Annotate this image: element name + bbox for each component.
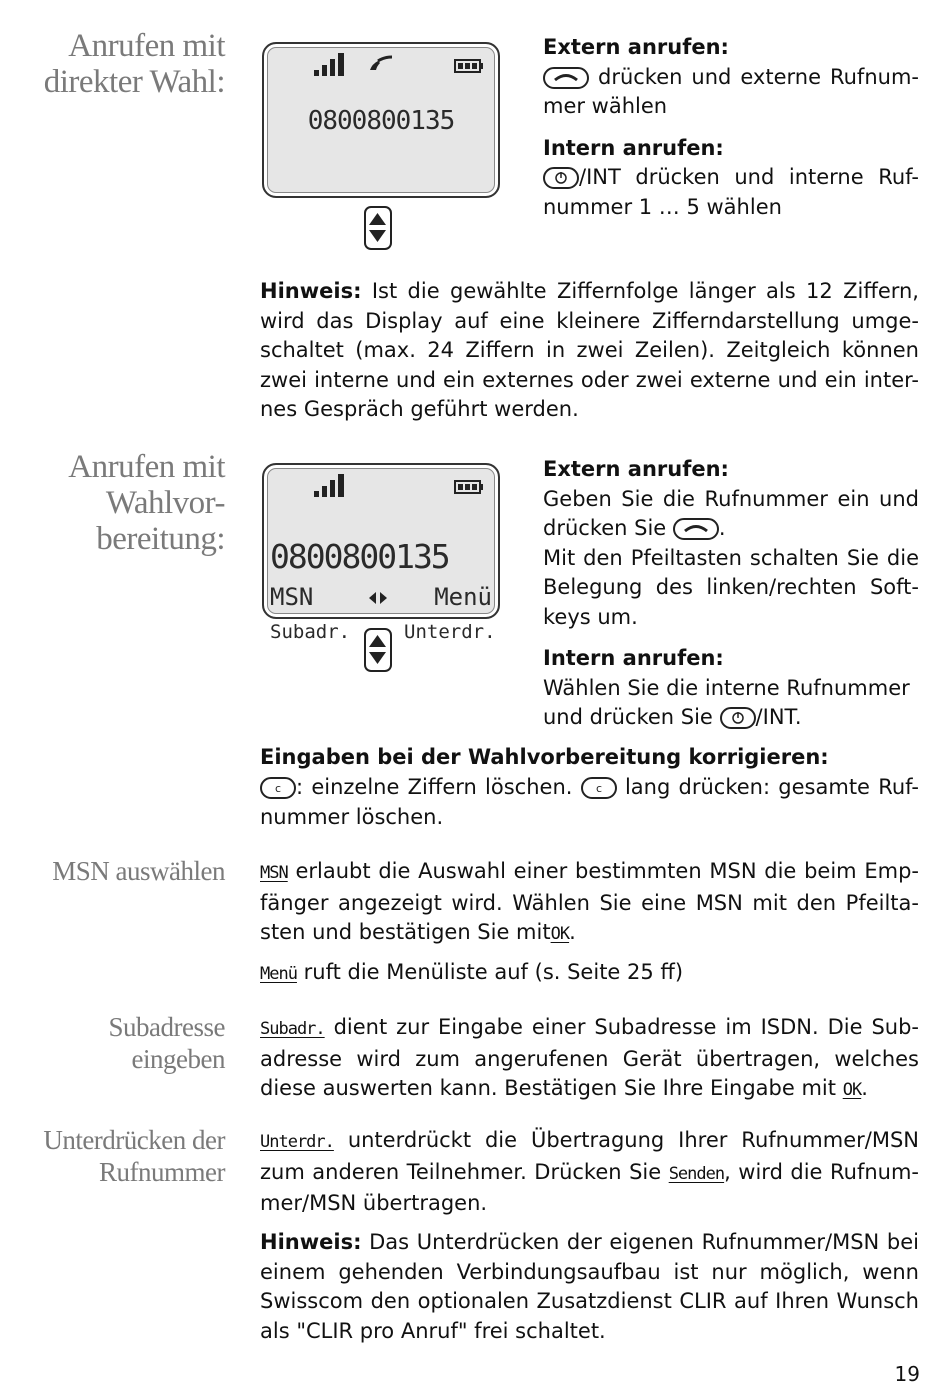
arrow-keys-icon-prep (364, 628, 392, 672)
suppress-text: Unterdr. unterdrückt die Übertragung Ihrer Rufnummer/MSN zum anderen Teilnehmer. Drücken Sie Senden, wird die Rufnum-mer/MSN übertragen. (260, 1128, 919, 1215)
softkey-left-msn[interactable]: MSN (270, 583, 314, 611)
prepared-dial-instructions (543, 455, 919, 733)
extern-text: drücken und externe Rufnum-mer wählen (543, 64, 919, 118)
svg-text:c: c (274, 782, 282, 795)
softkey-msn: MSN (260, 863, 288, 883)
softkey-subadr: Subadr. (260, 1019, 325, 1039)
power-int-key-icon (720, 707, 756, 729)
battery-icon (454, 59, 484, 73)
clear-key-icon (581, 777, 617, 799)
battery-icon (454, 480, 484, 494)
intern-title-prep: Intern anrufen: (543, 646, 724, 670)
signal-strength-icon (314, 473, 348, 497)
intern-title: Intern anrufen: (543, 135, 724, 160)
signal-strength-icon (314, 52, 348, 76)
extern-text-prep: Geben Sie die Rufnummer ein und drücken Sie . (543, 486, 919, 540)
subaddress-text: Subadr. dient zur Eingabe einer Subadresse im ISDN. Die Sub-adresse wird zum angerufenen Gerät übertragen, welches diese auswerten kann. Bestätigen Sie Ihre Eingabe mit OK. (260, 1015, 919, 1100)
direct-dial-instructions (543, 33, 919, 222)
phone-display (262, 42, 500, 198)
heading-direct-dial: Anrufen mit direkter Wahl: (43, 28, 225, 100)
extern-title: Extern anrufen: (543, 35, 729, 59)
left-right-arrows-icon (368, 591, 388, 605)
softkey-switch-text: Mit den Pfeiltasten schalten Sie die Belegung des linken/rechten Soft-keys um. (543, 545, 919, 629)
handset-icon (368, 54, 394, 74)
phone-display-prep (262, 463, 500, 619)
menu-text: Menü ruft die Menüliste auf (s. Seite 25 ff) (260, 960, 684, 984)
softkey-menu: Menü (260, 964, 297, 984)
intern-text-prep: Wählen Sie die interne Rufnummer und drücken Sie /INT. (543, 675, 910, 729)
clear-key-icon (260, 777, 296, 799)
arrow-keys-icon (364, 206, 392, 250)
power-int-key-icon (543, 167, 579, 189)
softkey-subadr-label: Subadr. (270, 621, 351, 643)
heading-msn: MSN auswählen (52, 856, 225, 886)
svg-text:c: c (595, 782, 602, 795)
heading-prepared-dial: Anrufen mit Wahlvor- bereitung: (68, 449, 225, 557)
call-key-icon (543, 67, 589, 89)
hint-suppress: Hinweis: Das Unterdrücken der eigenen Rufnummer/MSN bei einem gehenden Verbindungsaufbau ist nur möglich, wenn Swisscom den optionalen Zusatzdienst CLIR auf Ihren Wunsch als "CLIR pro Anruf" frei schaltet. (260, 1230, 919, 1343)
softkey-unterdr-label: Unterdr. (404, 621, 496, 643)
softkey-right-menu[interactable]: Menü (434, 583, 492, 611)
page-number: 19 (894, 1362, 920, 1384)
softkey-ok: OK (842, 1080, 862, 1100)
softkey-send: Senden (668, 1163, 725, 1184)
softkey-ok: OK (550, 924, 570, 944)
extern-title-prep: Extern anrufen: (543, 457, 729, 481)
intern-text: /INT drücken und interne Ruf-nummer 1 … 5 wählen (543, 165, 919, 219)
hint-direct: Hinweis: Ist die gewählte Ziffernfolge länger als 12 Ziffern, wird das Display auf eine kleinere Zifferndarstellung umge-schaltet (max. 24 Ziffern in zwei Zeilen). Zeitgleich können zwei interne und ein externes oder zwei externe und ein inter-nes Gespräch geführt werden. (260, 279, 919, 421)
dialed-number: 0800800135 (307, 106, 455, 136)
dialed-number-large: 0800800135 (270, 537, 449, 576)
correct-text: c : einzelne Ziffern löschen. c lang drücken: gesamte Ruf-nummer löschen. (260, 775, 919, 829)
softkey-unterdr: Unterdr. (260, 1132, 334, 1152)
heading-subaddress: Subadresse eingeben (108, 1012, 225, 1074)
msn-text: MSN erlaubt die Auswahl einer bestimmten MSN die beim Emp-fänger angezeigt wird. Wählen Sie eine MSN mit den Pfeilta-sten und bestätigen Sie mitOK. (260, 859, 919, 944)
heading-suppress-number: Unterdrücken der Rufnummer (43, 1125, 225, 1187)
call-key-icon (673, 518, 719, 540)
correct-title: Eingaben bei der Wahlvorbereitung korrigieren: (260, 745, 829, 769)
